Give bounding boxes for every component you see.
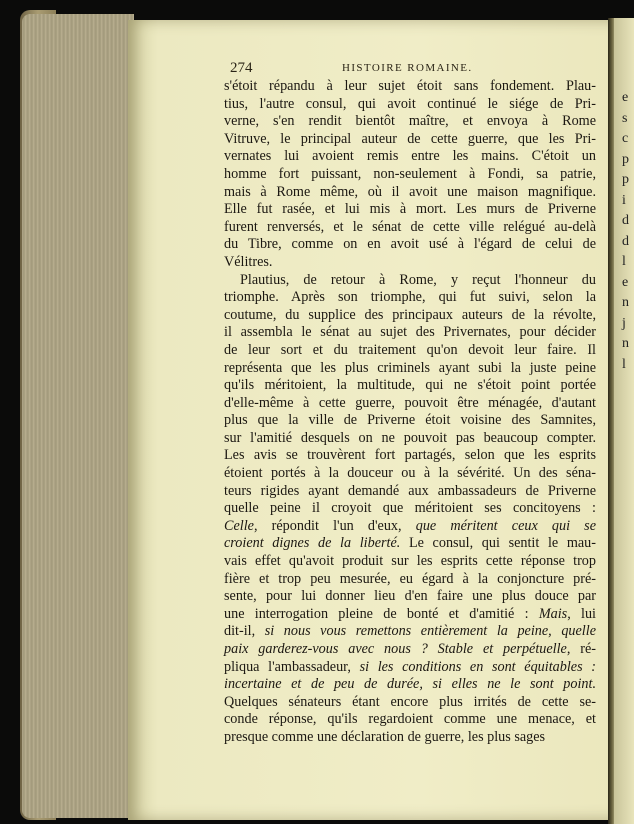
- text-run: , lui: [567, 605, 596, 622]
- text-line: tius, l'autre consul, qui avoit continué le siége de Pri-: [224, 95, 596, 112]
- italic-text: si nous vous remettons entièrement la peine, quelle: [264, 623, 596, 640]
- text-line: Quelques sénateurs étant encore plus irrités de cette se-: [224, 693, 596, 710]
- text-line: coutume, du supplice des principaux auteurs de la révolte,: [224, 306, 596, 323]
- text-line: du Tibre, comme on en avoit usé à l'égard de celui de: [224, 236, 596, 253]
- text-line: presque comme une déclaration de guerre, les plus sages: [224, 728, 546, 745]
- text-line: [224, 535, 596, 553]
- facing-page-letters: [622, 88, 634, 375]
- text-line: [224, 676, 596, 694]
- facing-page-letter: n: [622, 295, 629, 310]
- text-line: sur l'amitié desquels on ne pouvoit pas beaucoup compter.: [224, 429, 596, 446]
- text-line: mais à Rome même, où il avoit une maison magnifique.: [224, 183, 596, 200]
- text-line: s'étoit répandu à leur sujet étoit sans fondement. Plau-: [224, 78, 596, 94]
- text-line: teurs rigides ayant demandé aux ambassadeurs de Priverne: [224, 482, 596, 499]
- text-line: Elle fut rasée, et lui mis à mort. Les murs de Priverne: [224, 201, 596, 218]
- italic-text: si les conditions en sont équitables :: [359, 658, 596, 675]
- text-run: Le consul, qui sentit le mau-: [400, 535, 596, 552]
- text-run: dit-il,: [224, 623, 265, 640]
- facing-page-letter: s: [622, 110, 628, 126]
- text-line: furent renversés, et le sénat de cette ville relégué au-delà: [224, 218, 596, 235]
- text-line: [224, 623, 596, 641]
- facing-page-letter: p: [622, 151, 629, 167]
- text-run: , répondit l'un d'eux,: [253, 517, 416, 534]
- facing-page-letter: d: [622, 233, 629, 249]
- text-line: [224, 659, 596, 677]
- text-line: vernates lui avoient remis entre les mains. C'étoit un: [224, 148, 596, 165]
- italic-text: que méritent ceux qui se: [415, 517, 596, 534]
- text-run: pliqua l'ambassadeur,: [224, 658, 360, 675]
- text-line: Les avis se trouvèrent fort partagés, selon que les esprits: [224, 447, 596, 464]
- text-line: [224, 518, 596, 536]
- text-line: Vitruve, le principal auteur de cette guerre, que les Pri-: [224, 130, 596, 147]
- text-line: [224, 641, 596, 659]
- text-run: une interrogation pleine de bonté et d'amitié :: [224, 605, 539, 622]
- text-line: représenta que les plus criminels ayant subi la juste peine: [224, 359, 596, 376]
- text-line: de leur sort et du traitement qu'on devoit leur faire. Il: [224, 341, 596, 358]
- italic-text: Celle: [224, 517, 254, 534]
- page-header: [230, 60, 595, 78]
- text-line: fière et trop peu mesurée, eu égard à la conjoncture pré-: [224, 570, 596, 587]
- text-line: d'elle-même à cette guerre, pouvoit être ménagée, d'autant: [224, 394, 596, 411]
- text-run: , ré-: [566, 641, 596, 657]
- page-stack-edge: [22, 14, 134, 818]
- text-line: plus que la ville de Priverne étoit voisine des Samnites,: [224, 412, 596, 429]
- body-text: [224, 78, 596, 747]
- facing-page-letter: p: [622, 172, 629, 187]
- text-line: conde réponse, qu'ils regardoient comme une menace, et: [224, 711, 596, 728]
- running-title: HISTOIRE ROMAINE.: [342, 62, 473, 74]
- facing-page-letter: e: [622, 274, 629, 290]
- text-line: homme fort puissant, non-seulement à Fondi, sa patrie,: [224, 165, 596, 182]
- text-line: quelle peine il croyoit que méritoient ses concitoyens :: [224, 500, 596, 517]
- facing-page-letter: i: [622, 192, 626, 208]
- facing-page-letter: c: [622, 131, 629, 146]
- text-line: verne, s'en rendit bientôt maître, et envoya à Rome: [224, 113, 596, 130]
- text-line: [224, 606, 596, 624]
- text-line: il assembla le sénat au sujet des Privernates, pour décider: [224, 324, 596, 341]
- facing-page-letter: e: [622, 90, 629, 105]
- facing-page-letter: l: [622, 254, 626, 269]
- text-line: qu'ils méritoient, la multitude, qui ne s'étoit point portée: [224, 377, 596, 394]
- text-line: étoient portés à la douceur ou à la sévérité. Un des séna-: [224, 465, 596, 482]
- text-line: vais effet qu'avoit produit sur les esprits cette réponse trop: [224, 553, 596, 570]
- italic-text: incertaine et de peu de durée, si elles ne le sont point.: [224, 676, 596, 693]
- facing-page-letter: j: [622, 315, 626, 331]
- facing-page-letter: l: [622, 356, 626, 372]
- text-line: sente, pour lui donner lieu d'en faire une plus douce par: [224, 588, 596, 605]
- facing-page-letter: d: [622, 213, 629, 228]
- italic-text: Mais: [538, 605, 568, 622]
- text-line: Vélitres.: [224, 253, 273, 270]
- italic-text: croient dignes de la liberté.: [224, 535, 401, 552]
- facing-page-letter: n: [622, 336, 629, 351]
- page-number: 274: [230, 60, 253, 76]
- italic-text: paix garderez-vous avec nous ? Stable et perpétuelle: [224, 641, 567, 657]
- text-line: Plautius, de retour à Rome, y reçut l'honneur du: [240, 271, 596, 288]
- text-line: triomphe. Après son triomphe, qui fut suivi, selon la: [224, 289, 596, 306]
